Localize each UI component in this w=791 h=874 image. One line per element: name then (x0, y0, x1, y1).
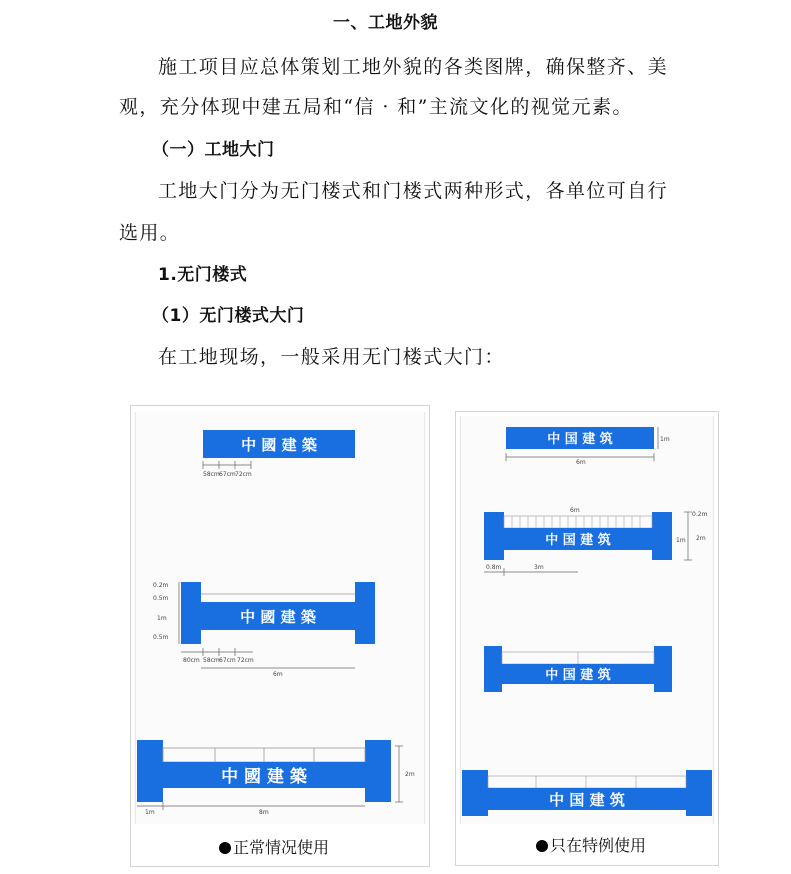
figure-special-use (455, 411, 719, 866)
dim-2m-big: 2m (405, 771, 415, 778)
dim-72-top: 72cm (235, 471, 252, 478)
pillar-left-grille (484, 512, 504, 560)
pillar-right-large (686, 770, 712, 816)
dim-6m-mid: 6m (273, 671, 283, 678)
dim-08m: 0.8m (486, 564, 502, 571)
pillar-right-grille (652, 512, 672, 560)
bullet-icon (536, 840, 548, 852)
dim-58-top: 58cm (203, 471, 220, 478)
pillar-left-large (462, 770, 488, 816)
gate-diagram-right (456, 412, 718, 832)
subheading-no-gatehouse: 1.无门楼式 (158, 265, 248, 285)
dim-1m-mid: 1m (157, 615, 167, 622)
section-heading: 一、工地外貌 (333, 13, 438, 33)
pillar-right-small (654, 646, 672, 692)
dim-1m-right: 1m (676, 537, 686, 544)
dim-72cm: 72cm (237, 657, 254, 664)
gate-diagram-left (131, 406, 429, 826)
dim-80cm: 80cm (183, 657, 200, 664)
pillar-right-mid (355, 582, 375, 644)
bullet-icon (219, 842, 231, 854)
paragraph-3: 在工地现场，一般采用无门楼式大门： (158, 346, 505, 368)
sign-big-left-text: 中 國 建 築 (221, 767, 307, 787)
paragraph-1-line-2: 观，充分体现中建五局和“信 · 和”主流文化的视觉元素。 (119, 96, 633, 118)
sign-small-right-text: 中 国 建 筑 (545, 668, 611, 683)
dim-2m-right: 2m (696, 535, 706, 542)
dim-02m: 0.2m (153, 582, 169, 589)
dim-67-top: 67cm (219, 471, 236, 478)
subheading-no-gatehouse-gate: （1）无门楼式大门 (152, 306, 305, 326)
caption-special-use: 只在特例使用 (536, 833, 646, 856)
sign-large-right-text: 中 国 建 筑 (549, 791, 625, 809)
dim-3m: 3m (534, 564, 544, 571)
sign-grille-right-text: 中 国 建 筑 (545, 533, 611, 548)
dim-58cm: 58cm (203, 657, 220, 664)
paragraph-1-line-1: 施工项目应总体策划工地外貌的各类图牌，确保整齐、美 (158, 56, 669, 78)
figure-normal-use (130, 405, 430, 867)
dim-1m-big: 1m (145, 809, 155, 816)
sign-top-left-text: 中 國 建 築 (241, 436, 317, 454)
pillar-left-small (484, 646, 502, 692)
sign-top-right-text: 中 国 建 筑 (547, 432, 613, 447)
pillar-right-big (365, 740, 391, 802)
dim-05m-a: 0.5m (153, 595, 169, 602)
caption-normal-use: 正常情况使用 (219, 835, 329, 858)
dim-67cm: 67cm (219, 657, 236, 664)
pillar-left-big (137, 740, 163, 802)
dim-02m-right: 0.2m (692, 511, 708, 518)
sign-mid-left-text: 中 國 建 築 (240, 608, 316, 626)
dim-05m-b: 0.5m (153, 634, 169, 641)
dim-1m-top: 1m (660, 436, 670, 443)
pillar-left-mid (181, 582, 201, 644)
dim-8m-big: 8m (259, 809, 269, 816)
dim-6m-grille: 6m (570, 507, 580, 514)
paragraph-2-line-2: 选用。 (119, 222, 181, 244)
subheading-gate: （一）工地大门 (152, 140, 275, 160)
paragraph-2-line-1: 工地大门分为无门楼式和门楼式两种形式，各单位可自行 (158, 180, 669, 202)
dim-6m-top: 6m (576, 459, 586, 466)
